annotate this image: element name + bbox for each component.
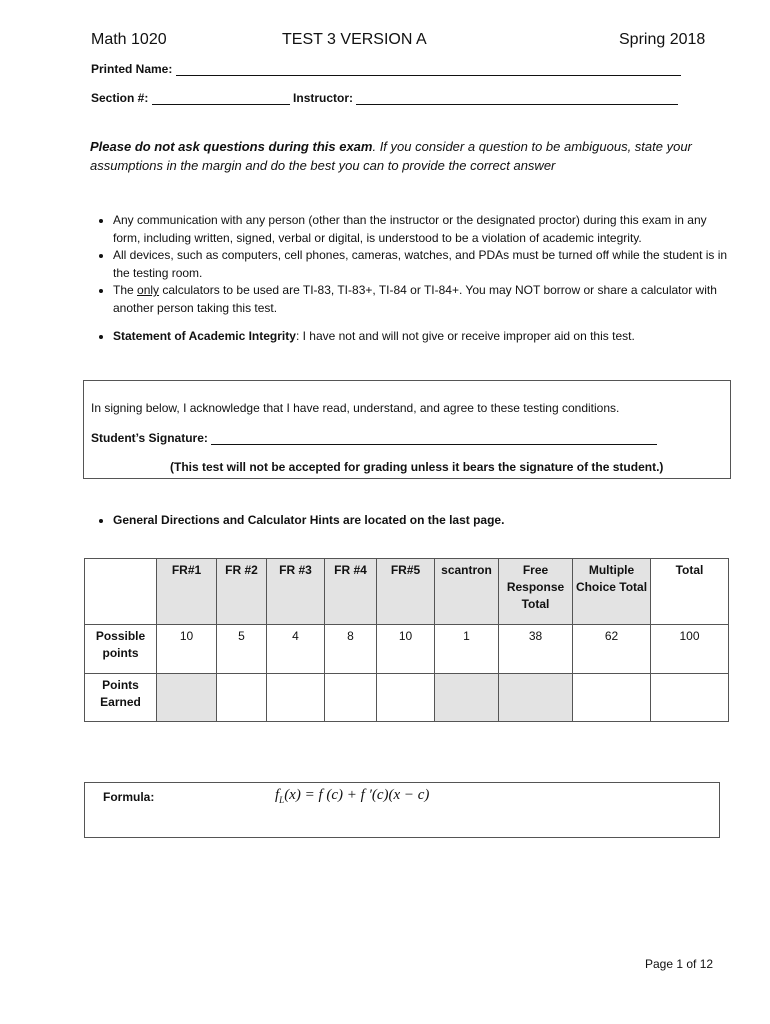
page-number: Page 1 of 12 bbox=[645, 957, 714, 971]
possible-cell: 62 bbox=[573, 625, 651, 674]
directions-list bbox=[88, 512, 733, 530]
row-label: Points Earned bbox=[85, 674, 157, 722]
exam-warning bbox=[90, 137, 720, 175]
earned-cell[interactable] bbox=[499, 674, 573, 722]
section-label: Section #: bbox=[91, 91, 149, 105]
earned-cell[interactable] bbox=[435, 674, 499, 722]
signature-line[interactable] bbox=[211, 430, 657, 445]
possible-cell: 10 bbox=[157, 625, 217, 674]
table-header-row bbox=[85, 559, 729, 625]
header-cell: FR#5 bbox=[377, 559, 435, 625]
score-table bbox=[84, 558, 729, 722]
earned-cell[interactable] bbox=[651, 674, 729, 722]
header-cell: Free Response Total bbox=[499, 559, 573, 625]
signature-note: (This test will not be accepted for grading unless it bears the signature of the student.) bbox=[170, 460, 664, 474]
header-cell: FR #4 bbox=[325, 559, 377, 625]
warning-bold: Please do not ask questions during this exam bbox=[90, 139, 373, 154]
section-row bbox=[91, 90, 678, 105]
integrity-label: Statement of Academic Integrity bbox=[113, 329, 296, 343]
acknowledgement-text: In signing below, I acknowledge that I have read, understand, and agree to these testing conditions. bbox=[91, 401, 620, 415]
possible-cell: 10 bbox=[377, 625, 435, 674]
integrity-text: : I have not and will not give or receive improper aid on this test. bbox=[295, 329, 635, 343]
header-cell: FR #2 bbox=[217, 559, 267, 625]
only-underlined: only bbox=[137, 283, 160, 297]
instructor-line[interactable] bbox=[356, 90, 678, 105]
instructor-label: Instructor: bbox=[293, 91, 354, 105]
possible-cell: 4 bbox=[267, 625, 325, 674]
earned-cell[interactable] bbox=[217, 674, 267, 722]
earned-cell[interactable] bbox=[573, 674, 651, 722]
header-cell: FR#1 bbox=[157, 559, 217, 625]
section-line[interactable] bbox=[152, 90, 290, 105]
header-cell: Total bbox=[651, 559, 729, 625]
linearization-formula: $f_L(x) = f$ (c) + f ′(c)(x − c) bbox=[275, 787, 430, 805]
possible-cell: 1 bbox=[435, 625, 499, 674]
earned-cell[interactable] bbox=[325, 674, 377, 722]
rule-devices: • All devices, such as computers, cell phones, cameras, watches, and PDAs must be turned off while the student is in the testing room. bbox=[113, 247, 733, 282]
possible-cell: 8 bbox=[325, 625, 377, 674]
formula-label: Formula: bbox=[103, 790, 155, 804]
signature-box bbox=[83, 380, 731, 479]
rule-communication: • Any communication with any person (other than the instructor or the designated proctor) during this exam in any form, including written, signed, verbal or digital, is understood to be a violation of academic integrity. bbox=[113, 212, 733, 247]
row-label: Possible points bbox=[85, 625, 157, 674]
header-cell: scantron bbox=[435, 559, 499, 625]
possible-cell: 100 bbox=[651, 625, 729, 674]
course-title: Math 1020 bbox=[91, 31, 167, 48]
rule-integrity bbox=[113, 328, 733, 346]
earned-cell[interactable] bbox=[157, 674, 217, 722]
table-row bbox=[85, 625, 729, 674]
formula-box bbox=[84, 782, 720, 838]
printed-name-line[interactable] bbox=[176, 61, 681, 76]
warning-rest: . If you consider a question to be ambiguous, state your assumptions in the margin and do the best you can to provide the correct answer bbox=[90, 139, 692, 173]
printed-name-label: Printed Name: bbox=[91, 62, 173, 76]
table-row bbox=[85, 674, 729, 722]
possible-cell: 38 bbox=[499, 625, 573, 674]
rule-calculators: • The only calculators to be used are TI-83, TI-83+, TI-84 or TI-84+. You may NOT borrow or share a calculator with another person taking this test. bbox=[113, 282, 733, 317]
header-cell: FR #3 bbox=[267, 559, 325, 625]
possible-cell: 5 bbox=[217, 625, 267, 674]
header-cell: Multiple Choice Total bbox=[573, 559, 651, 625]
signature-label: Student’s Signature: bbox=[91, 431, 208, 445]
earned-cell[interactable] bbox=[267, 674, 325, 722]
earned-cell[interactable] bbox=[377, 674, 435, 722]
corner-cell bbox=[85, 559, 157, 625]
signature-row bbox=[91, 430, 657, 445]
term-label: Spring 2018 bbox=[619, 31, 706, 48]
test-title: TEST 3 VERSION A bbox=[282, 31, 427, 48]
directions-text: • General Directions and Calculator Hints are located on the last page. bbox=[113, 512, 733, 530]
printed-name-row bbox=[91, 61, 681, 76]
rules-list bbox=[88, 212, 733, 346]
